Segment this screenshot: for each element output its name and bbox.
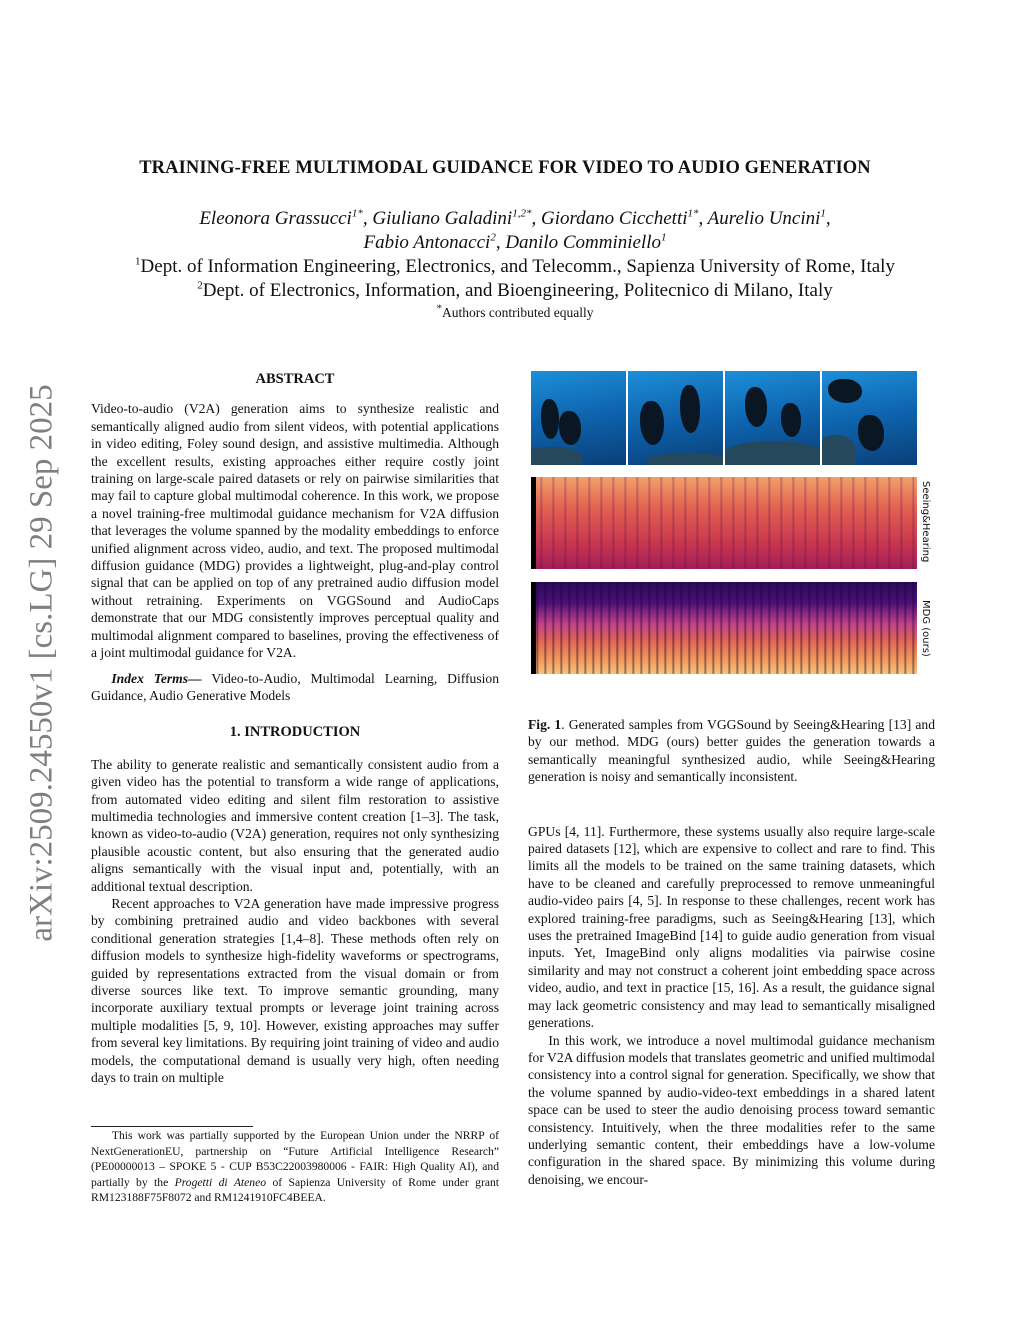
intro-paragraph-3: GPUs [4, 11]. Furthermore, these systems usually also require large-scale paired datasets [12], which are expensive to collect and rare to find. This limits all the models to be trained on the same training datasets, which have to be cleaned and carefully preprocessed to remove unmeaningful audio-video pairs [4, 5]. In response to these challenges, recent work has explored training-free paradigms, such as Seeing&Hearing [13], which uses the pretrained ImageBind [14] to guide audio generation from visual inputs. Yet, ImageBind only aligns modalities via pairwise cosine similarity and may not construct a coherent joint embedding space across video, audio, and text in practice [15, 16]. As a result, the guidance signal may lack geometric consistency and may lead to semantically misaligned generations. [528, 823, 935, 1031]
spectrogram-mdg [531, 582, 917, 674]
arxiv-stamp-text: arXiv:2509.24550v1 [cs.LG] 29 Sep 2025 [23, 384, 60, 942]
affiliation-text: Dept. of Information Engineering, Electronics, and Telecomm., Sapienza University of Rome, Italy [140, 256, 895, 277]
affiliation-2 [100, 279, 930, 303]
author-list [100, 207, 930, 255]
spectrogram-seeing-hearing [531, 477, 917, 569]
author-sup: 1,2* [512, 207, 532, 220]
author-line-1: Eleonora Grassucci$^{1*}$, Giuliano Galadini$^{1,2*}$, Giordano Cicchetti$^{1*}$, Aurelio Uncini$^1$, [199, 207, 831, 229]
video-frame [822, 371, 917, 465]
affiliation-sup: 2 [197, 279, 203, 292]
author-name: Fabio Antonacci [363, 232, 491, 253]
video-frames [531, 371, 917, 465]
figure-caption-text: . Generated samples from VGGSound by Seeing&Hearing [13] and by our method. MDG (ours) better guides the generation towards a semantically meaningful synthesized audio, while Seeing&Hearing generation is noisy and semantically inconsistent. [528, 717, 935, 785]
label-seeing-hearing: Seeing&Hearing [920, 481, 931, 563]
affiliation-sup: 1 [135, 255, 141, 268]
affiliation-text: Dept. of Electronics, Information, and Bioengineering, Politecnico di Milano, Italy [202, 280, 833, 301]
intro-heading: 1. INTRODUCTION [229, 724, 361, 741]
footnote-rule [91, 1126, 253, 1127]
author-name: Danilo Comminiello [505, 232, 662, 253]
author-name: Giuliano Galadini [372, 208, 513, 229]
video-frame [531, 371, 626, 465]
figure-caption [528, 716, 935, 786]
arxiv-stamp [0, 0, 80, 1325]
intro-paragraph-1: The ability to generate realistic and semantically consistent audio from a given video has the potential to transform a wide range of applications, from automated video editing and silent film restoration to assistive multimedia technologies and immersive content creation [1–3]. The task, known as video-to-audio (V2A) generation, requires not only synthesizing plausible acoustic content, but also ensuring that the generated audio aligns semantically with the visual input and, potentially, with an additional textual description. [91, 756, 499, 894]
left-column [91, 371, 499, 1086]
author-name: Giordano Cicchetti [540, 208, 688, 229]
index-terms-text: Video-to-Audio, Multimodal Learning, Diffusion Guidance, Audio Generative Models [91, 670, 500, 703]
author-sup: 1* [687, 207, 699, 220]
author-name: Eleonora Grassucci [199, 208, 352, 229]
author-sup: 1 [820, 207, 826, 220]
author-sup: 1* [351, 207, 363, 220]
index-terms [91, 670, 499, 705]
intro-paragraph-2: Recent approaches to V2A generation have made impressive progress by combining pretrained audio and video backbones with several conditional generation strategies [1,4–8]. These methods often rely on diffusion models to synthesize high-fidelity waveforms or spectrograms, guided by representations extracted from the visual domain or from diverse sources like text. To improve semantic grounding, many incorporate auxiliary textual prompts or leverage joint training across multiple modalities [5, 9, 10]. However, existing approaches may suffer from several key limitations. By requiring joint training of video and audio models, the computational demand is usually very high, often needing days to train on multiple [91, 895, 499, 1086]
right-column [528, 716, 935, 1188]
author-name: Aurelio Uncini [707, 208, 821, 229]
author-sup: 1 [661, 231, 667, 244]
author-line-2: Fabio Antonacci$^2$, Danilo Comminiello$^1$ [363, 231, 667, 253]
affiliation-1 [100, 255, 930, 279]
footnote-text-post: of Sapienza University of Rome under grant RM123188F75F8072 and RM1241910FC4BEEA. [91, 1175, 499, 1204]
author-sup: 2 [490, 231, 496, 244]
equal-contribution-text: Authors contributed equally [442, 305, 594, 320]
label-mdg: MDG (ours) [920, 600, 931, 657]
footnote-text-pre: This work was partially supported by the European Union under the NRRP of NextGenerationEU, partnership on “Future Artificial Intelligence Research” (PE00000013 – SPOKE 5 - CUP B53C22003980006 - FAIR: High Quality AI), and partially by the [91, 1129, 499, 1189]
video-frame [628, 371, 723, 465]
abstract-heading: ABSTRACT [255, 371, 335, 387]
footnote [91, 1128, 499, 1206]
figure-1 [531, 371, 933, 671]
figure-caption-label: Fig. 1 [528, 717, 562, 732]
abstract-text: Video-to-audio (V2A) generation aims to synthesize realistic and semantically aligned audio from silent videos, with potential applications in video editing, Foley sound design, and assistive multimedia. Although the excellent results, existing approaches either require costly joint training on large-scale paired datasets or rely on pairwise similarities that may fail to capture global multimodal coherence. In this work, we propose a novel training-free multimodal guidance mechanism for V2A diffusion that leverages the volume spanned by the modality embeddings to enforce unified alignment across video, audio, and text. The proposed multimodal diffusion guidance (MDG) provides a lightweight, plug-and-play control signal that can be applied on top of any pretrained audio diffusion model without retraining. Experiments on VGGSound and AudioCaps demonstrate that our MDG consistently improves perceptual quality and multimodal alignment compared to baselines, proving the effectiveness of a joint multimodal guidance for V2A. [91, 401, 499, 661]
video-frame [725, 371, 820, 465]
equal-contribution-note [100, 302, 930, 321]
equal-contribution-sup: * [436, 302, 443, 315]
paper-title: TRAINING-FREE MULTIMODAL GUIDANCE FOR VIDEO TO AUDIO GENERATION [139, 158, 871, 178]
intro-paragraph-4: In this work, we introduce a novel multimodal guidance mechanism for V2A diffusion models that translates geometric and unified multimodal consistency into a control signal for generation. Specifically, we show that the volume spanned by audio-video-text embeddings in a shared latent space can be used to steer the audio denoising process toward semantic consistency. Intuitively, when the three modalities refer to the same underlying semantic content, their embeddings have a low-volume configuration in the shared space. By minimizing this volume during denoising, we encour- [528, 1032, 935, 1187]
index-terms-label: Index Terms— [111, 670, 202, 686]
footnote-text-italic: Progetti di Ateneo [174, 1175, 267, 1189]
